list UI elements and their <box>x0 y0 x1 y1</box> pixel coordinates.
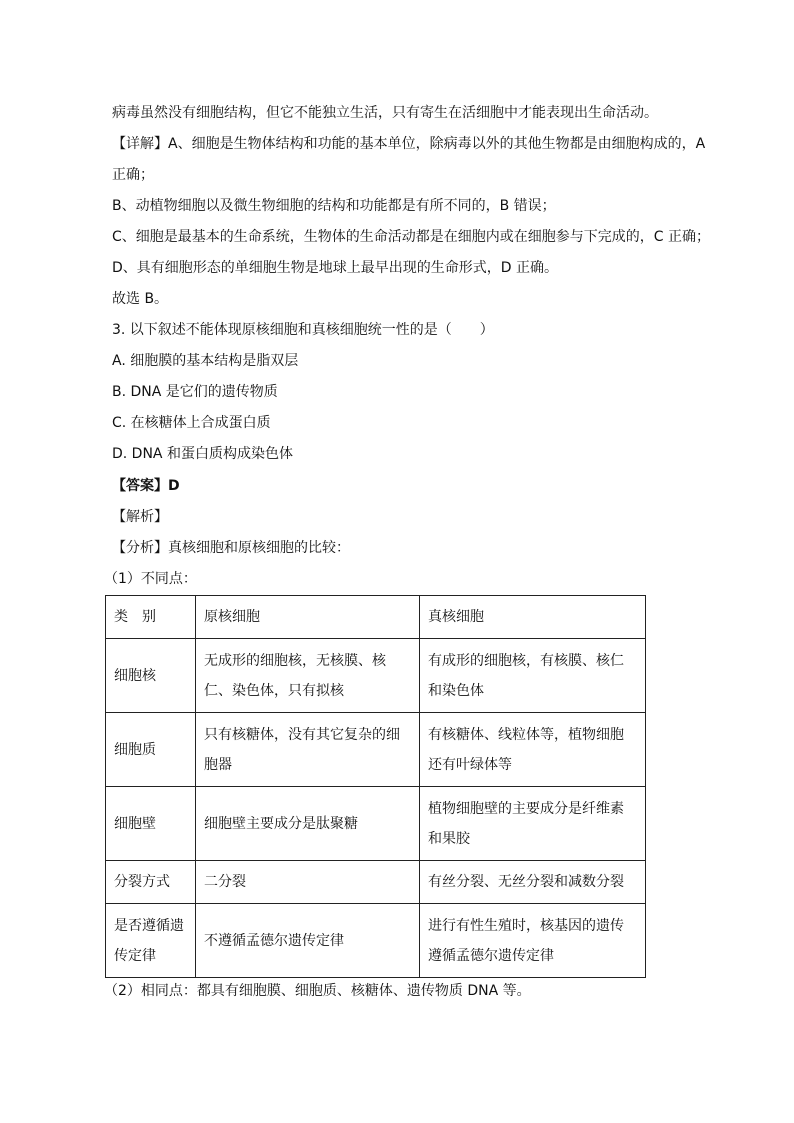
table-header-cell: 类 别 <box>106 596 196 639</box>
option-d: D. DNA 和蛋白质构成染色体 <box>112 446 293 462</box>
table-cell: 植物细胞壁的主要成分是纤维素和果胶 <box>420 787 646 861</box>
text-line: B、动植物细胞以及微生物细胞的结构和功能都是有所不同的，B 错误； <box>112 198 556 214</box>
comparison-table <box>105 595 646 978</box>
similarities-line: （2）相同点：都具有细胞膜、细胞质、核糖体、遗传物质 DNA 等。 <box>104 983 531 999</box>
table-row <box>106 787 646 861</box>
table-cell: 有成形的细胞核，有核膜、核仁和染色体 <box>420 639 646 713</box>
table-cell: 二分裂 <box>196 861 420 904</box>
table-cell: 不遵循孟德尔遗传定律 <box>196 904 420 978</box>
differences-heading: （1）不同点： <box>104 571 197 587</box>
option-c: C. 在核糖体上合成蛋白质 <box>112 415 271 431</box>
table-cell: 只有核糖体，没有其它复杂的细胞器 <box>196 713 420 787</box>
table-row <box>106 639 646 713</box>
answer: 【答案】D <box>112 478 180 494</box>
table-cell: 无成形的细胞核，无核膜、核仁、染色体，只有拟核 <box>196 639 420 713</box>
table-cell: 是否遵循遗传定律 <box>106 904 196 978</box>
option-a: A. 细胞膜的基本结构是脂双层 <box>112 353 299 369</box>
text-line: C、细胞是最基本的生命系统，生物体的生命活动都是在细胞内或在细胞参与下完成的，C 正确； <box>112 229 710 245</box>
table-cell: 细胞质 <box>106 713 196 787</box>
table-header-row <box>106 596 646 639</box>
table-row <box>106 713 646 787</box>
table-cell: 细胞核 <box>106 639 196 713</box>
text-line: 故选 B。 <box>112 291 169 307</box>
text-line: 正确； <box>112 167 154 183</box>
text-line: 【详解】A、细胞是生物体结构和功能的基本单位，除病毒以外的其他生物都是由细胞构成的，A <box>112 136 706 152</box>
table-cell: 细胞壁 <box>106 787 196 861</box>
table-header-cell: 真核细胞 <box>420 596 646 639</box>
table-cell: 分裂方式 <box>106 861 196 904</box>
table-row <box>106 861 646 904</box>
option-b: B. DNA 是它们的遗传物质 <box>112 384 278 400</box>
table-cell: 有丝分裂、无丝分裂和减数分裂 <box>420 861 646 904</box>
analysis-intro: 【分析】真核细胞和原核细胞的比较： <box>112 540 350 556</box>
analysis-heading: 【解析】 <box>112 509 168 525</box>
question-3: 3. 以下叙述不能体现原核细胞和真核细胞统一性的是（ ） <box>112 322 494 338</box>
table-cell: 进行有性生殖时，核基因的遗传遵循孟德尔遗传定律 <box>420 904 646 978</box>
text-line: D、具有细胞形态的单细胞生物是地球上最早出现的生命形式，D 正确。 <box>112 260 559 276</box>
table-cell: 细胞壁主要成分是肽聚糖 <box>196 787 420 861</box>
table-header-cell: 原核细胞 <box>196 596 420 639</box>
table-cell: 有核糖体、线粒体等，植物细胞还有叶绿体等 <box>420 713 646 787</box>
table-row <box>106 904 646 978</box>
text-line: 病毒虽然没有细胞结构，但它不能独立生活，只有寄生在活细胞中才能表现出生命活动。 <box>112 105 658 121</box>
